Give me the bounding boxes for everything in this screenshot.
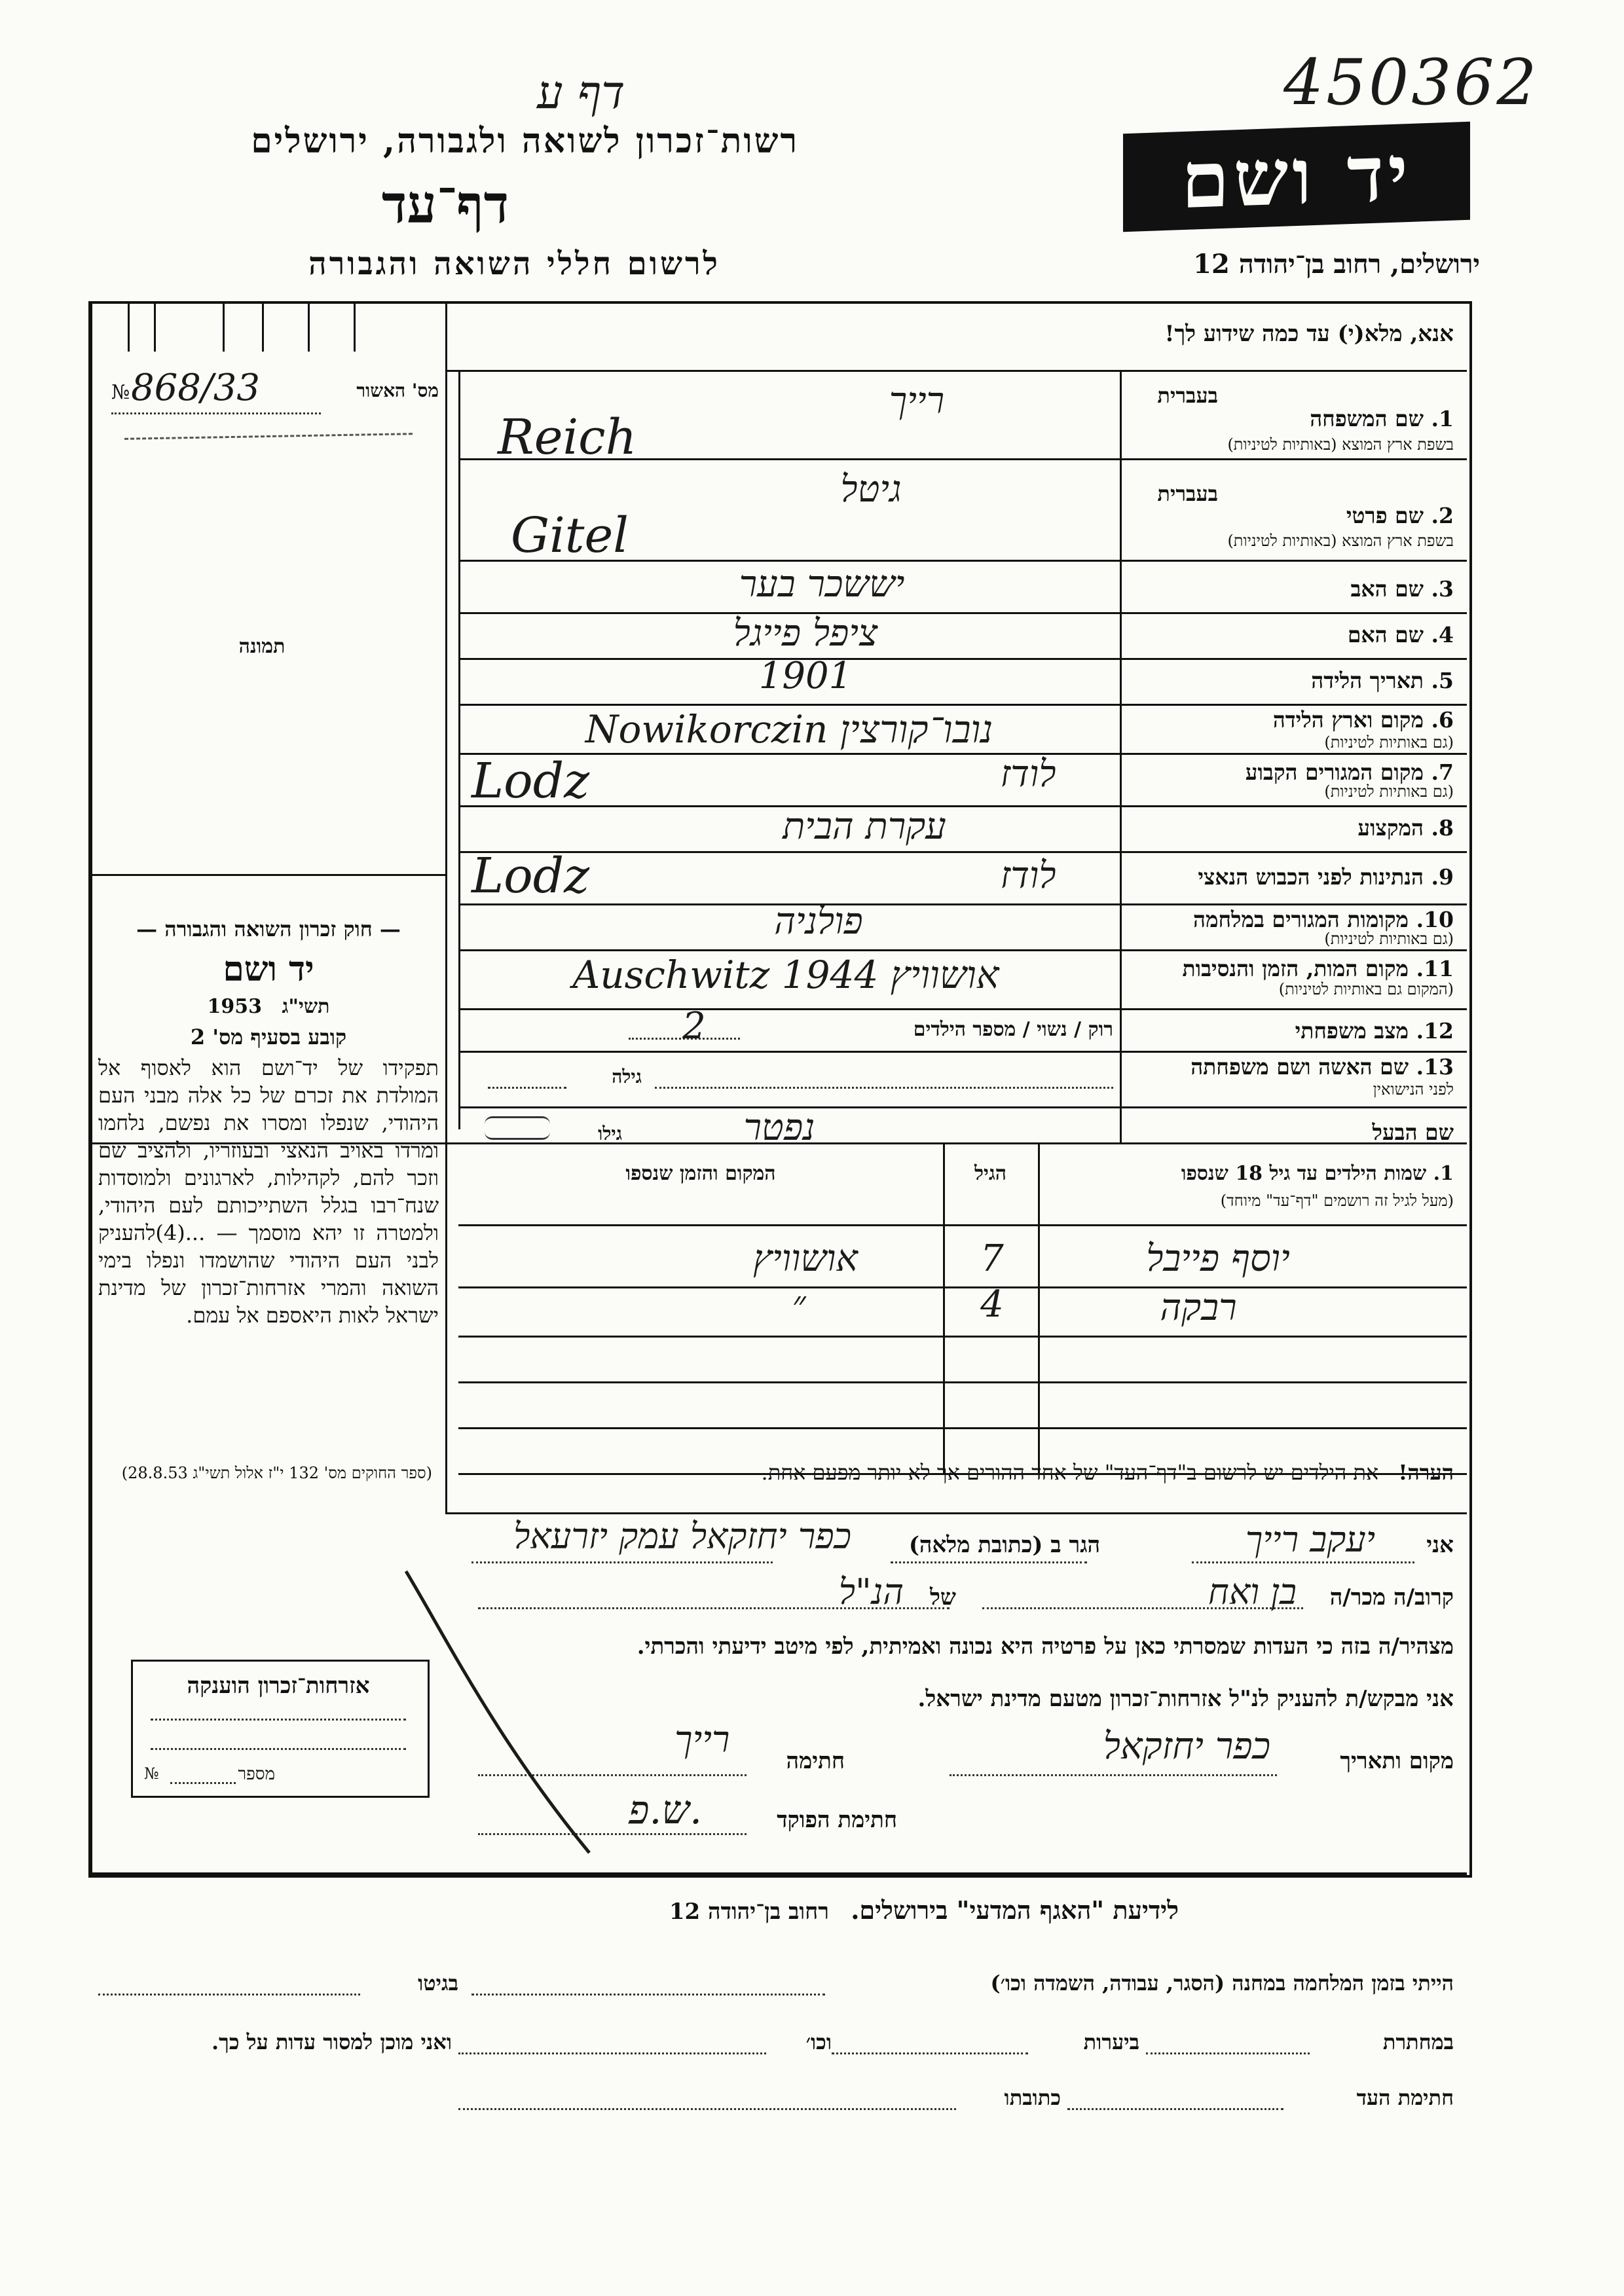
- nationality-number: 9.: [1431, 864, 1454, 890]
- of-label: של: [930, 1584, 956, 1611]
- archive-number: 450362: [1283, 46, 1540, 119]
- note-label: הערה!: [1398, 1460, 1454, 1485]
- pen-stroke: [393, 1558, 602, 1866]
- children-count-value: 2: [682, 1005, 706, 1048]
- bottom-line3-label: חתימת העד: [1356, 2085, 1454, 2110]
- child-1-age: 7: [980, 1237, 1004, 1280]
- form-title: דף־עד: [381, 173, 509, 235]
- request-text: אני מבקש/ת להעניק לנ"ל אזרחות־זכרון מטעם מדינת ישראל.: [917, 1686, 1454, 1712]
- bottom-line2-label: במחתרת: [1382, 2030, 1454, 2054]
- law-source: (ספר החוקים מס' 132 י"ז אלול תשי"ג 28.8.53): [121, 1464, 432, 1482]
- spouse-wife-sub: לפני הנישואין: [1373, 1080, 1454, 1099]
- husband-age-scribble: [485, 1116, 550, 1140]
- citizenship-number-prefix: №: [144, 1764, 159, 1783]
- death-value: אושוויץ 1944 Auschwitz: [572, 953, 999, 997]
- family-status-label: [1198, 1018, 1454, 1044]
- note-text: את הילדים יש לרשום ב"דף־העד" של אחד ההורים אך לא יותר מפעם אחת.: [761, 1460, 1379, 1485]
- birth-place-value: נובו־קורצין Nowikorczin: [585, 707, 993, 752]
- spouse-husband-value: נפטר: [743, 1106, 815, 1149]
- bottom-line2-mid2: וכו׳: [805, 2030, 832, 2054]
- birth-date-label: [1198, 668, 1454, 694]
- bottom-line2-mid1: ביערות: [1083, 2030, 1139, 2054]
- of-value: הנ"ל: [838, 1571, 904, 1613]
- birth-date-value: 1901: [758, 655, 853, 697]
- law-year: 1953: [207, 995, 263, 1018]
- nationality-latin-value: Lodz: [471, 848, 590, 904]
- bottom-title-line: [498, 1895, 1179, 1925]
- children-header-place: המקום והזמן שנספו: [625, 1162, 776, 1185]
- official-signature-label: חתימת הפוקד: [777, 1807, 897, 1833]
- death-label: [1133, 956, 1454, 982]
- yad-vashem-logo: יד ושם: [1123, 122, 1470, 232]
- relative-value: בן ואח: [1208, 1571, 1297, 1613]
- bottom-line2-end: ואני מוכן למסור עדות על כך.: [211, 2030, 452, 2054]
- first-name-hebrew-tag: בעברית: [1157, 481, 1218, 506]
- approval-label: מס' האשור: [356, 380, 439, 401]
- birth-date-label-text: תאריך הלידה: [1311, 668, 1424, 693]
- citizenship-number-label: מספר: [238, 1764, 275, 1784]
- residence-sub: (גם באותיות לטיניות): [1324, 782, 1454, 801]
- residence-hebrew-value: לודז: [1000, 753, 1056, 795]
- family-name-hebrew-tag: בעברית: [1157, 383, 1218, 408]
- spouse-husband-age-label: גילו: [598, 1123, 622, 1144]
- child-1-name: יוסף פייבל: [1146, 1237, 1290, 1280]
- birth-date-number: 5.: [1431, 668, 1454, 693]
- family-name-number: 1.: [1431, 406, 1454, 431]
- children-number: 1.: [1433, 1162, 1454, 1185]
- residence-label-text: מקום המגורים הקבוע: [1245, 759, 1424, 785]
- spouse-wife-age-label: גילה: [612, 1066, 642, 1087]
- war-residence-label: [1133, 907, 1454, 933]
- form-subtitle: לרשום חללי השואה והגבורה: [308, 246, 720, 282]
- war-residence-label-text: מקומות המגורים במלחמה: [1192, 907, 1409, 932]
- official-signature: ש.פ.: [629, 1787, 703, 1833]
- death-sub: (המקום גם באותיות לטיניות): [1278, 980, 1454, 998]
- law-section: קובע בסעיף מס' 2: [190, 1025, 347, 1049]
- nationality-label-text: הנתינות לפני הכבוש הנאצי: [1198, 864, 1424, 890]
- place-date-value: כפר יחזקאל: [1103, 1725, 1270, 1768]
- institution-name: רשות־זכרון לשואה ולגבורה, ירושלים: [251, 121, 799, 161]
- residence-number: 7.: [1431, 759, 1454, 785]
- bottom-address: רחוב בן־יהודה 12: [669, 1899, 829, 1925]
- spouse-wife-number: 13.: [1416, 1054, 1454, 1080]
- family-name-hebrew-value: רייך: [889, 380, 945, 422]
- handwritten-top-note: דף ע: [537, 65, 625, 119]
- children-header-names-text: שמות הילדים עד גיל 18 שנספו: [1181, 1162, 1427, 1185]
- war-residence-sub: (גם באותיות לטיניות): [1324, 930, 1454, 948]
- law-name: יד ושם: [223, 949, 314, 989]
- profession-number: 8.: [1431, 815, 1454, 841]
- death-number: 11.: [1416, 956, 1454, 981]
- bottom-line1-end: בגיטו: [418, 1971, 458, 1995]
- family-name-latin-value: Reich: [498, 409, 637, 465]
- nationality-hebrew-value: לודז: [1000, 854, 1056, 897]
- children-header-note: (מעל לגיל זה רושמים "דף־עד" מיוחד): [1220, 1192, 1454, 1210]
- war-residence-value: פולניה: [774, 900, 863, 943]
- approval-number: 868/33: [131, 367, 261, 409]
- spouse-wife-label: [1133, 1054, 1454, 1080]
- law-year-block: [98, 995, 439, 1018]
- mother-label-text: שם האם: [1347, 622, 1424, 647]
- declarant-residing-label: הגר ב (כתובת מלאה): [908, 1532, 1100, 1558]
- mother-value: ציפל פייגל: [733, 612, 878, 655]
- mother-label: [1198, 622, 1454, 648]
- relative-line: [458, 1571, 1454, 1611]
- bottom-line3-mid: כתובתו: [1004, 2085, 1061, 2110]
- instructions: אנא, מלא(י) עד כמה שידוע לך!: [1164, 321, 1454, 347]
- first-name-latin-value: Gitel: [511, 507, 629, 564]
- first-name-number: 2.: [1431, 503, 1454, 528]
- spouse-wife-label-text: שם האשה ושם משפחתה: [1190, 1054, 1409, 1080]
- first-name-hebrew-value: גיטל: [840, 468, 902, 511]
- spouse-husband-label: שם הבעל: [1372, 1120, 1454, 1145]
- residence-label: [1166, 759, 1454, 786]
- child-1-place: אושוויץ: [752, 1237, 858, 1280]
- first-name-label-text: שם פרטי: [1346, 503, 1424, 528]
- law-year-hebrew: תשי"ג: [282, 995, 330, 1018]
- photo-label: תמונה: [238, 635, 286, 658]
- children-header-names: [1048, 1162, 1454, 1185]
- father-label-text: שם האב: [1350, 576, 1424, 602]
- citizenship-title: אזרחות־זכרון הוענקה: [187, 1673, 370, 1699]
- law-text: תפקידו של יד־ושם הוא לאסוף אל המולדת את זכרם של כל אלה מבני העם היהודי, שנפלו ומסרו את נפשם, נלחמו ומרדו באויב הנאצי ובעוזריו, ולהציב שם וזכר להם, לקהילות, לארגונים ולמוסדות שנח־רבו בגלל השתייכותם לעם היהודי, ולמטרה זו יהא מוסמך — ...(4)להעניק לבני העם היהודי שהושמדו ונפלו בימי השואה והמרי אזרחות־זכרון של מדינת ישראל לאות היאספם אל עמם.: [98, 1055, 439, 1328]
- profession-label: [1198, 815, 1454, 841]
- nationality-label: [1133, 864, 1454, 890]
- signature-value: רייך: [674, 1719, 730, 1761]
- family-name-label: [1198, 406, 1454, 432]
- birth-place-label: [1166, 707, 1454, 733]
- birth-place-sub: (גם באותיות לטיניות): [1324, 733, 1454, 752]
- relative-label: קרוב/ה מכר/ה: [1329, 1584, 1454, 1611]
- declarant-address: כפר יחזקאל עמק יזרעאל: [513, 1516, 851, 1557]
- first-name-label: [1198, 503, 1454, 529]
- profession-value: עקרת הבית: [783, 805, 946, 848]
- mother-number: 4.: [1431, 622, 1454, 647]
- death-label-text: מקום המות, הזמן והנסיבות: [1182, 956, 1409, 981]
- birth-place-number: 6.: [1431, 707, 1454, 733]
- profession-label-text: המקצוע: [1357, 815, 1424, 841]
- bottom-line1-label: הייתי בזמן המלחמה במחנה (הסגר, עבודה, השמדה וכו׳): [990, 1971, 1454, 1995]
- note-row: [458, 1460, 1454, 1485]
- signature-label: חתימה: [786, 1748, 845, 1774]
- child-2-name: רבקה: [1160, 1286, 1237, 1329]
- family-name-label-text: שם המשפחה: [1310, 406, 1424, 431]
- child-2-place: ״: [792, 1283, 806, 1326]
- bottom-title: לידיעת "האגף המדעי" בירושלים.: [851, 1895, 1179, 1925]
- tally-marks: [92, 302, 367, 355]
- father-value: יששכר בער: [739, 563, 905, 606]
- family-name-sub: בשפת ארץ המוצא (באותיות לטיניות): [1227, 435, 1454, 454]
- family-status-label-text: מצב משפחתי: [1295, 1018, 1409, 1044]
- children-header-age: הגיל: [974, 1162, 1007, 1185]
- family-status-number: 12.: [1416, 1018, 1454, 1044]
- declarant-name: יעקב רייך: [1245, 1519, 1375, 1560]
- father-number: 3.: [1431, 576, 1454, 602]
- approval-prefix: №: [111, 381, 130, 404]
- first-name-sub: בשפת ארץ המוצא (באותיות לטיניות): [1227, 532, 1454, 550]
- birth-place-label-text: מקום וארץ הלידה: [1272, 707, 1424, 733]
- place-date-label: מקום ותאריך: [1340, 1748, 1454, 1774]
- law-title: — חוק זכרון השואה והגבורה —: [136, 917, 401, 941]
- declarant-i-label: אני: [1426, 1532, 1454, 1558]
- child-2-age: 4: [980, 1283, 1004, 1326]
- residence-latin-value: Lodz: [471, 753, 590, 809]
- father-label: [1198, 576, 1454, 602]
- family-status-options: רוק / נשוי / מספר הילדים: [913, 1018, 1113, 1041]
- war-residence-number: 10.: [1416, 907, 1454, 932]
- declaration-text: מצהיר/ה בזה כי העדות שמסרתי כאן על פרטיה היא נכונה ואמיתית, לפי מיטב ידיעתי והכרתי.: [637, 1633, 1454, 1660]
- header-address: ירושלים, רחוב בן־יהודה 12: [1193, 249, 1480, 280]
